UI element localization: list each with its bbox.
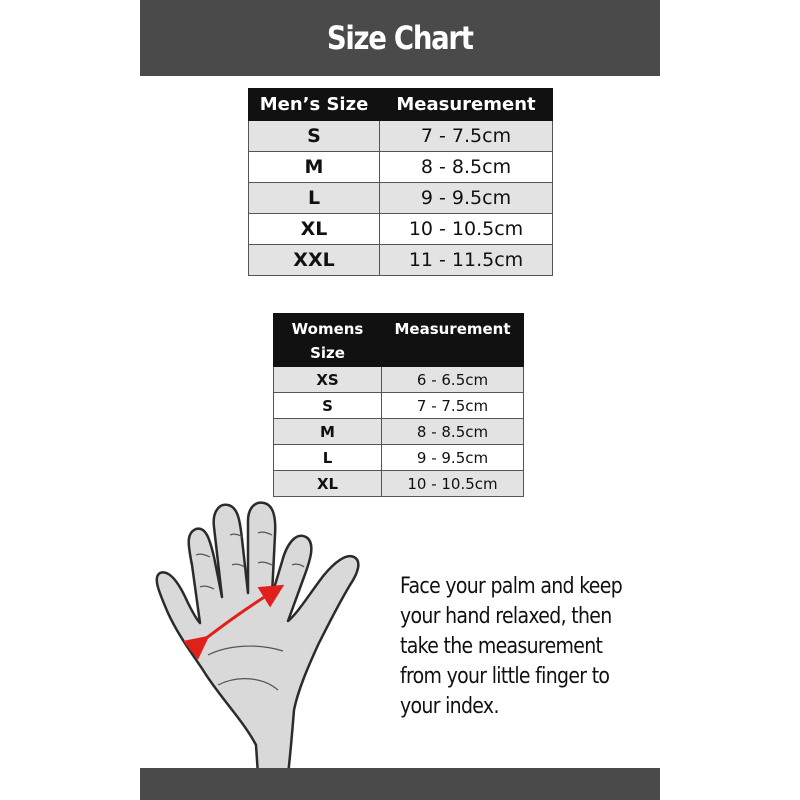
column-header: Measurement [380,89,553,121]
page-title: Size Chart [327,19,473,57]
measurement-cell: 10 - 10.5cm [382,471,524,497]
measurement-cell: 8 - 8.5cm [382,419,524,445]
column-header: Measurement [382,314,524,367]
table-row [274,393,524,419]
size-cell: L [274,445,382,471]
table-row [249,152,553,183]
measurement-cell: 6 - 6.5cm [382,367,524,393]
size-cell: S [274,393,382,419]
size-cell: M [274,419,382,445]
measurement-cell: 11 - 11.5cm [380,245,553,276]
table-row [274,419,524,445]
instruction-line: Face your palm and keep [400,574,623,599]
column-header: Womens Size [274,314,382,367]
mens-size-table [248,88,553,276]
table-row [249,214,553,245]
instruction-line: take the measurement [400,634,603,659]
table-header-row [249,89,553,121]
header-bar [140,0,660,76]
measurement-cell: 7 - 7.5cm [380,121,553,152]
measurement-cell: 9 - 9.5cm [382,445,524,471]
size-cell: XXL [249,245,380,276]
measurement-cell: 8 - 8.5cm [380,152,553,183]
size-cell: XL [274,471,382,497]
hand-measurement-illustration [148,495,400,775]
womens-size-table [273,313,524,497]
table-row [249,245,553,276]
table-row [274,471,524,497]
size-cell: XS [274,367,382,393]
table-row [249,183,553,214]
measurement-instructions [400,572,641,722]
instruction-line: from your little finger to [400,664,610,689]
column-header: Men’s Size [249,89,380,121]
table-row [274,367,524,393]
table-row [249,121,553,152]
size-cell: S [249,121,380,152]
size-cell: L [249,183,380,214]
table-header-row [274,314,524,367]
instruction-line: your index. [400,694,499,719]
table-row [274,445,524,471]
measurement-cell: 9 - 9.5cm [380,183,553,214]
measurement-cell: 7 - 7.5cm [382,393,524,419]
instruction-line: your hand relaxed, then [400,604,612,629]
size-cell: XL [249,214,380,245]
footer-bar [140,768,660,800]
size-cell: M [249,152,380,183]
measurement-cell: 10 - 10.5cm [380,214,553,245]
hand-palm-shape [157,503,359,775]
